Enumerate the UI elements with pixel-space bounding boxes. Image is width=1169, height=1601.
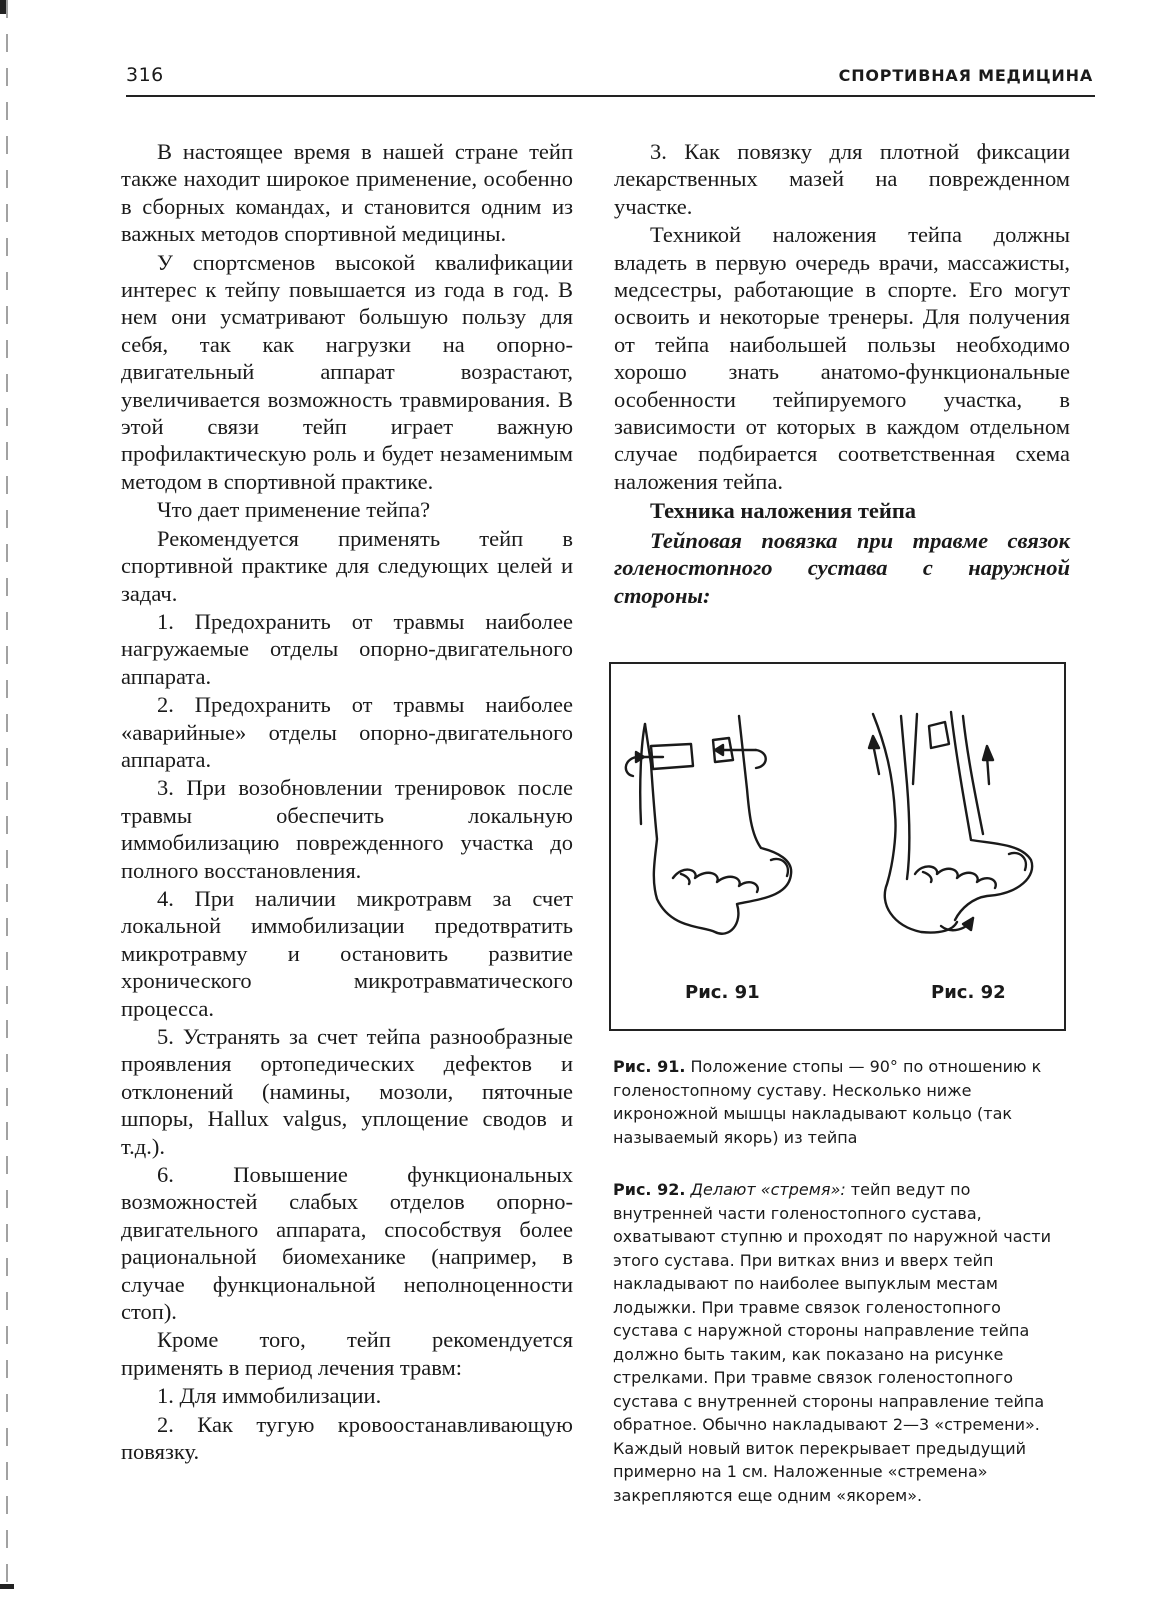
sub-heading: Тейповая повязка при травме связок голеностопного сустава с наружной стороны: bbox=[614, 527, 1070, 608]
left-column bbox=[121, 138, 573, 1467]
caption-text: Положение стопы — 90° по отношению к голеностопному суставу. Несколько ниже икроножной мышцы накладывают кольцо (так называемый якорь) из тейпа bbox=[613, 1057, 1042, 1147]
paragraph: Рекомендуется применять тейп в спортивной практике для следующих целей и задач. bbox=[121, 525, 573, 606]
foot-anchor-drawing bbox=[626, 716, 791, 934]
paragraph: В настоящее время в нашей стране тейп также находит широкое применение, особенно в сборных командах, и становится одним из важных методов спортивной медицины. bbox=[121, 139, 573, 247]
list-item: 1. Предохранить от травмы наиболее нагружаемые отделы опорно-двигательного аппарата. bbox=[121, 608, 573, 689]
right-column bbox=[614, 138, 1070, 609]
taping-illustration bbox=[611, 664, 1064, 1029]
figure-label-92: Рис. 92 bbox=[931, 982, 1006, 1003]
caption-fig92 bbox=[613, 1178, 1065, 1507]
figure-label-91: Рис. 91 bbox=[685, 982, 760, 1003]
list-item: 1. Для иммобилизации. bbox=[157, 1383, 382, 1409]
scan-left-edge bbox=[6, 0, 8, 1590]
caption-emphasis: Делают «стремя»: bbox=[685, 1180, 846, 1199]
scan-bottom-mark bbox=[0, 1584, 14, 1589]
paragraph: Техникой наложения тейпа должны владеть в первую очередь врачи, массажисты, медсестры, работающие в спорте. Его могут освоить и некоторые тренеры. Для получения от тейпа наибольшей пользы необходимо хорошо знать анатомо-функциональные особенности тейпируемого участка, в зависимости от которых в каждом отдельном случае подбирается соответственная схема наложения тейпа. bbox=[614, 222, 1070, 494]
section-heading: Техника наложения тейпа bbox=[650, 498, 917, 524]
paragraph: Что дает применение тейпа? bbox=[157, 497, 431, 523]
page-number: 316 bbox=[126, 64, 164, 86]
caption-id: Рис. 91. bbox=[613, 1057, 686, 1076]
caption-id: Рис. 92. bbox=[613, 1180, 686, 1199]
paragraph: У спортсменов высокой квалификации интерес к тейпу повышается из года в год. В нем они усматривают большую пользу для себя, так как нагрузки на опорно-двигательный аппарат возрастают, увеличивается возможность травмирования. В этой связи тейп играет важную профилактическую роль и будет незаменимым методом в спортивной практике. bbox=[121, 249, 573, 494]
caption-fig91 bbox=[613, 1055, 1065, 1149]
list-item: 4. При наличии микротравм за счет локальной иммобилизации предотвратить микротравму и остановить развитие хронического микротравматического процесса. bbox=[121, 885, 573, 1021]
list-item: 2. Предохранить от травмы наиболее «аварийные» отделы опорно-двигательного аппарата. bbox=[121, 692, 573, 772]
list-item: 5. Устранять за счет тейпа разнообразные проявления ортопедических дефектов и отклонений (намины, мозоли, пяточные шпоры, Hallux valgus, уплощение сводов и т.д.). bbox=[121, 1024, 573, 1159]
foot-stirrup-drawing bbox=[869, 712, 1032, 933]
running-head: СПОРТИВНАЯ МЕДИЦИНА bbox=[838, 66, 1093, 85]
list-item: 3. При возобновлении тренировок после травмы обеспечить локальную иммобилизацию поврежденного участка до полного восстановления. bbox=[121, 775, 573, 883]
header-rule bbox=[126, 95, 1095, 97]
list-item: 6. Повышение функциональных возможностей слабых отделов опорно-двигательного аппарата, способствуя более рациональной биомеханике (например, в случае функциональной неполноценности стоп). bbox=[121, 1162, 573, 1325]
list-item: 3. Как повязку для плотной фиксации лекарственных мазей на поврежденном участке. bbox=[614, 139, 1070, 219]
figure-frame bbox=[609, 662, 1066, 1031]
caption-text: тейп ведут по внутренней части голеностопного сустава, охватывают ступню и проходят по наружной части этого сустава. При витках вниз и вверх тейп накладывают по наиболее выпуклым местам лодыжки. При травме связок голеностопного сустава с наружной стороны направление тейпа должно быть таким, как показано на рисунке стрелками. При травме связок голеностопного сустава с внутренней стороны направление тейпа обратное. Обычно накладывают 2—3 «стремени». Каждый новый виток перекрывает предыдущий примерно на 1 см. Наложенные «стремена» закрепляются еще одним «якорем». bbox=[613, 1180, 1052, 1505]
paragraph: Кроме того, тейп рекомендуется применять в период лечения травм: bbox=[121, 1327, 573, 1380]
list-item: 2. Как тугую кровоостанавливающую повязку. bbox=[121, 1411, 573, 1465]
